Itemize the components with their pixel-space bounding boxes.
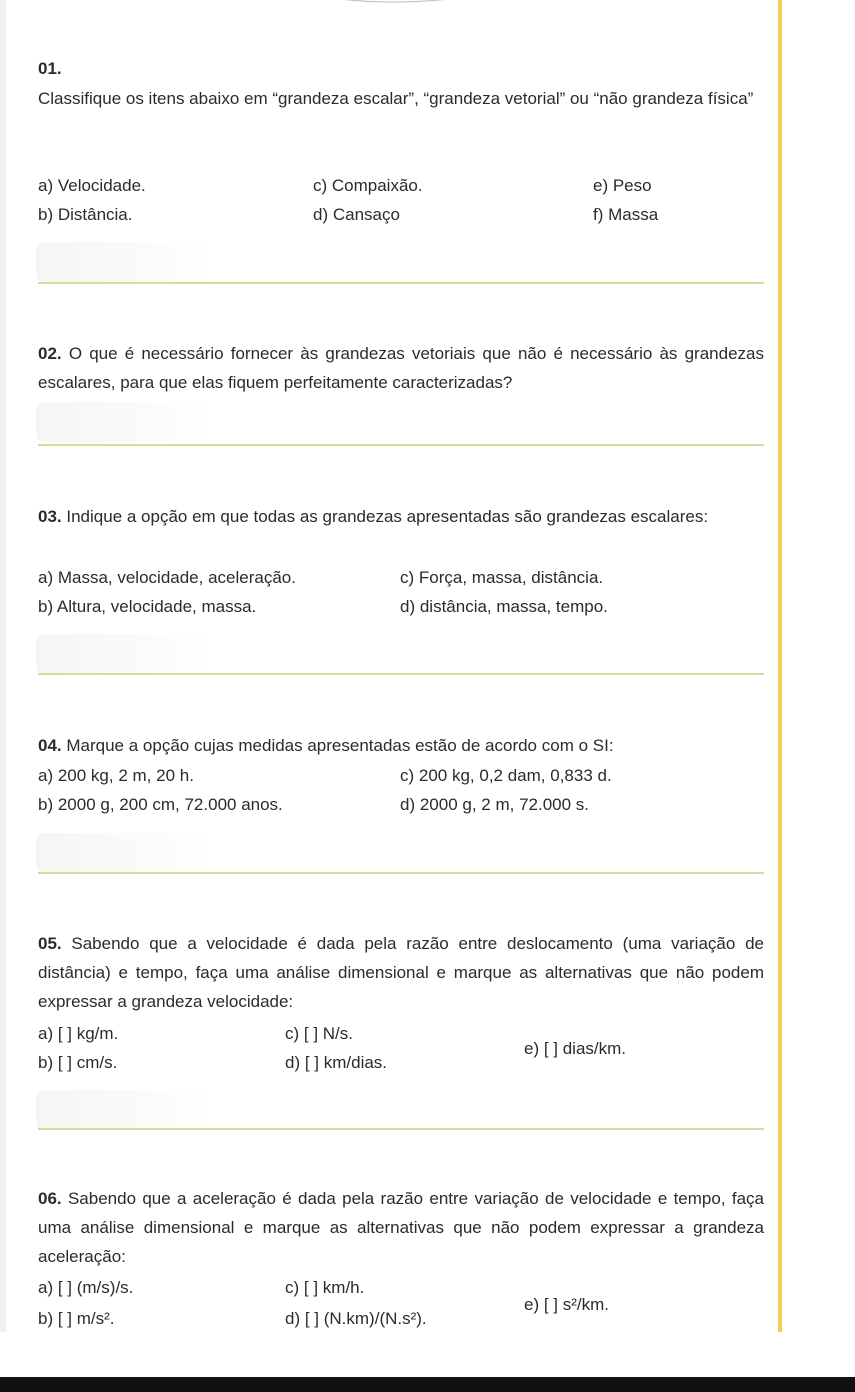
q5-option-a: a) [ ] kg/m. [38,1024,119,1043]
q5-option-e: e) [ ] dias/km. [524,1039,627,1058]
q5-number: 05. [38,934,62,953]
q1-option-c: c) Compaixão. [313,176,423,195]
q6-option-d: d) [ ] (N.km)/(N.s²). [285,1309,427,1328]
scan-smudge [36,242,216,282]
blank-area-below-page [0,1332,855,1377]
q3-option-b: b) Altura, velocidade, massa. [38,597,257,616]
q4-option-d: d) 2000 g, 2 m, 72.000 s. [400,795,590,814]
yellow-right-border [778,0,782,1332]
separator-line [38,1128,764,1130]
q6-option-a: a) [ ] (m/s)/s. [38,1278,134,1297]
q4-option-a: a) 200 kg, 2 m, 20 h. [38,766,194,785]
q5-option-c: c) [ ] N/s. [285,1024,353,1043]
q2-block [38,339,764,397]
q2-number: 02. [38,344,62,363]
q2-text: O que é necessário fornecer às grandezas vetoriais que não é necessário às grandezas escalares, para que elas fiquem perfeitamente caracterizadas? [38,344,764,392]
q4-option-b: b) 2000 g, 200 cm, 72.000 anos. [38,795,283,814]
q1-option-a: a) Velocidade. [38,176,146,195]
bottom-black-bar [0,1377,855,1392]
q6-option-b: b) [ ] m/s². [38,1309,115,1328]
q6-text: Sabendo que a aceleração é dada pela razão entre variação de velocidade e tempo, faça uma análise dimensional e marque as alternativas que não podem expressar a grandeza aceleração: [38,1189,764,1266]
q4-block [38,731,614,760]
scan-smudge [36,833,216,873]
q3-text: Indique a opção em que todas as grandezas apresentadas são grandezas escalares: [66,507,709,526]
q1-option-e: e) Peso [593,176,652,195]
q1-number: 01. [38,59,62,78]
q1-text: Classifique os itens abaixo em “grandeza escalar”, “grandeza vetorial” ou “não grandeza física” [38,89,754,108]
q6-block [38,1184,764,1271]
q4-option-c: c) 200 kg, 0,2 dam, 0,833 d. [400,766,612,785]
cut-off-text-fragment [330,0,460,5]
scan-smudge [36,634,216,674]
q3-block [38,502,764,531]
q6-option-c: c) [ ] km/h. [285,1278,365,1297]
q3-option-a: a) Massa, velocidade, aceleração. [38,568,296,587]
q1-option-b: b) Distância. [38,205,133,224]
q1-option-d: d) Cansaço [313,205,400,224]
separator-line [38,282,764,284]
left-margin-strip [0,0,6,1332]
q1-option-f: f) Massa [593,205,659,224]
q6-option-e: e) [ ] s²/km. [524,1295,609,1314]
q5-block [38,929,764,1016]
separator-line [38,872,764,874]
q5-text: Sabendo que a velocidade é dada pela razão entre deslocamento (uma variação de distância) e tempo, faça uma análise dimensional e marque as alternativas que não podem expressar a grandeza velocidade: [38,934,764,1011]
scan-smudge [36,402,216,442]
q4-number: 04. [38,736,62,755]
q3-number: 03. [38,507,62,526]
q3-option-d: d) distância, massa, tempo. [400,597,608,616]
separator-line [38,444,764,446]
scan-smudge [36,1090,216,1130]
q4-text: Marque a opção cujas medidas apresentadas estão de acordo com o SI: [66,736,614,755]
q5-option-b: b) [ ] cm/s. [38,1053,118,1072]
q3-option-c: c) Força, massa, distância. [400,568,604,587]
q5-option-d: d) [ ] km/dias. [285,1053,388,1072]
separator-line [38,673,764,675]
q6-number: 06. [38,1189,62,1208]
